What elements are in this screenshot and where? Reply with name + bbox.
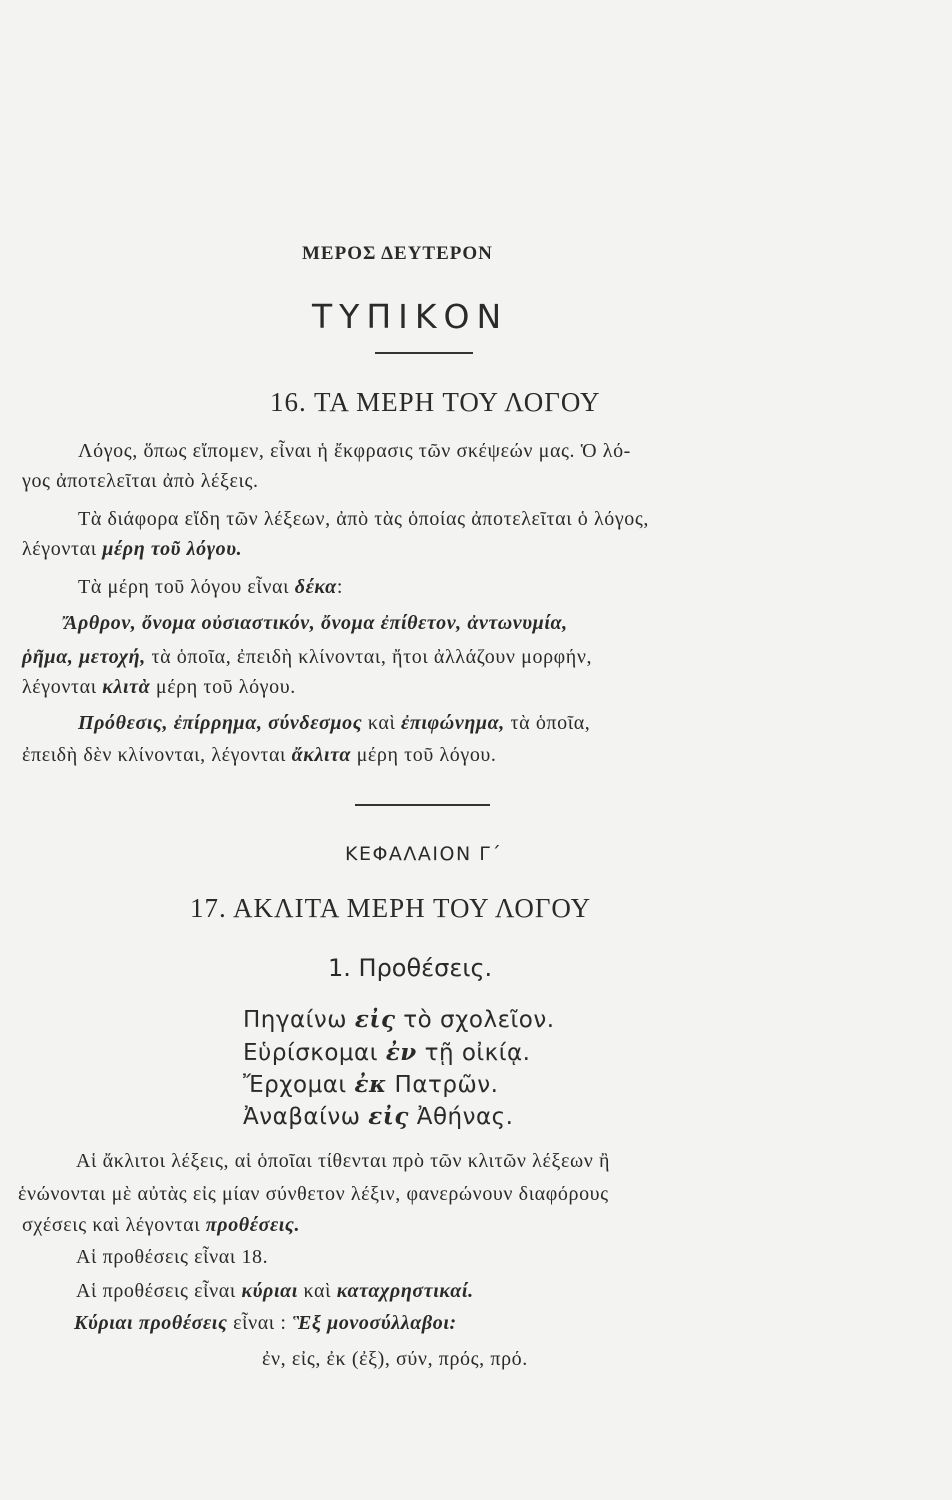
paragraph-line: σχέσεις καὶ λέγονται προθέσεις. bbox=[22, 1214, 301, 1236]
example-line: Πηγαίνω εἰς τὸ σχολεῖον. bbox=[243, 1006, 555, 1033]
emphasis-text: ἐκ bbox=[354, 1071, 387, 1098]
divider-rule bbox=[375, 352, 473, 354]
paragraph-line: λέγονται κλιτὰ μέρη τοῦ λόγου. bbox=[22, 676, 296, 698]
paragraph-line: Κύριαι προθέσεις εἶναι : Ἓξ μονοσύλλαβοι: bbox=[74, 1312, 457, 1334]
emphasis-text: εἰς bbox=[368, 1103, 409, 1130]
emphasis-text: κλιτὰ bbox=[102, 676, 151, 698]
chapter-label: ΚΕΦΑΛΑΙΟΝ Γ΄ bbox=[345, 843, 503, 865]
paragraph-line: Λόγος, ὅπως εἴπομεν, εἶναι ἡ ἔκφρασις τῶν σκέψεών μας. Ὁ λό- bbox=[78, 440, 631, 462]
paragraph-line: Αἱ ἄκλιτοι λέξεις, αἱ ὁποῖαι τίθενται πρὸ τῶν κλιτῶν λέξεων ἢ bbox=[76, 1150, 611, 1172]
emphasis-text: Ἓξ μονοσύλλαβοι: bbox=[292, 1312, 457, 1334]
paragraph-line: Πρόθεσις, ἐπίρρημα, σύνδεσμος καὶ ἐπιφώνημα, τὰ ὁποῖα, bbox=[78, 712, 591, 734]
emphasis-text: Κύριαι προθέσεις bbox=[74, 1312, 228, 1334]
emphasis-text: κύριαι bbox=[241, 1280, 298, 1302]
paragraph-line: Αἱ προθέσεις εἶναι 18. bbox=[76, 1246, 269, 1268]
paragraph-line: γος ἀποτελεῖται ἀπὸ λέξεις. bbox=[22, 470, 259, 492]
emphasis-text: ἐν bbox=[385, 1039, 417, 1066]
part-title: ΤΥΠΙΚΟΝ bbox=[312, 297, 509, 336]
section-17-heading: 17. ΑΚΛΙΤΑ ΜΕΡΗ ΤΟΥ ΛΟΓΟΥ bbox=[190, 893, 592, 923]
paragraph-line: Αἱ προθέσεις εἶναι κύριαι καὶ καταχρηστικαί. bbox=[76, 1280, 474, 1302]
paragraph-line: λέγονται μέρη τοῦ λόγου. bbox=[22, 538, 243, 560]
section-16-heading: 16. ΤΑ ΜΕΡΗ ΤΟΥ ΛΟΓΟΥ bbox=[270, 387, 601, 417]
emphasis-text: καταχρηστικαί. bbox=[336, 1280, 474, 1302]
emphasis-text: ῥῆμα, μετοχή, bbox=[22, 646, 146, 668]
emphasis-text: Ἄρθρον, ὄνομα οὐσιαστικόν, ὄνομα ἐπίθετον, ἀντωνυμία, bbox=[64, 612, 568, 634]
example-line: Ἔρχομαι ἐκ Πατρῶν. bbox=[243, 1071, 499, 1098]
emphasis-text: εἰς bbox=[354, 1006, 396, 1033]
example-line: Εὑρίσκομαι ἐν τῇ οἰκίᾳ. bbox=[243, 1039, 531, 1066]
paragraph-line: Τὰ μέρη τοῦ λόγου εἶναι δέκα: bbox=[78, 576, 344, 598]
paragraph-line: ἐν, εἰς, ἐκ (ἐξ), σύν, πρός, πρό. bbox=[262, 1348, 528, 1370]
paragraph-line: ἐπειδὴ δὲν κλίνονται, λέγονται ἄκλιτα μέρη τοῦ λόγου. bbox=[22, 744, 497, 766]
emphasis-text: μέρη τοῦ λόγου. bbox=[102, 538, 243, 560]
paragraph-line: ἑνώνονται μὲ αὐτὰς εἰς μίαν σύνθετον λέξιν, φανερώνουν διαφόρους bbox=[18, 1183, 609, 1205]
emphasis-text: ἄκλιτα bbox=[291, 744, 351, 766]
emphasis-text: δέκα bbox=[294, 576, 337, 598]
emphasis-text: Πρόθεσις, ἐπίρρημα, σύνδεσμος bbox=[78, 712, 363, 734]
emphasis-text: προθέσεις. bbox=[205, 1214, 301, 1236]
example-line: Ἀναβαίνω εἰς Ἀθήνας. bbox=[243, 1103, 514, 1130]
part-label: ΜΕΡΟΣ ΔΕΥΤΕΡΟΝ bbox=[302, 243, 493, 264]
emphasis-text: ἐπιφώνημα, bbox=[401, 712, 505, 734]
paragraph-line bbox=[64, 612, 568, 635]
paragraph-line: Τὰ διάφορα εἴδη τῶν λέξεων, ἀπὸ τὰς ὁποίας ἀποτελεῖται ὁ λόγος, bbox=[78, 508, 650, 530]
paragraph-line: ῥῆμα, μετοχή, τὰ ὁποῖα, ἐπειδὴ κλίνονται, ἤτοι ἀλλάζουν μορφήν, bbox=[22, 646, 593, 668]
subsection-heading: 1. Προθέσεις. bbox=[328, 954, 493, 982]
divider-rule bbox=[355, 804, 490, 806]
